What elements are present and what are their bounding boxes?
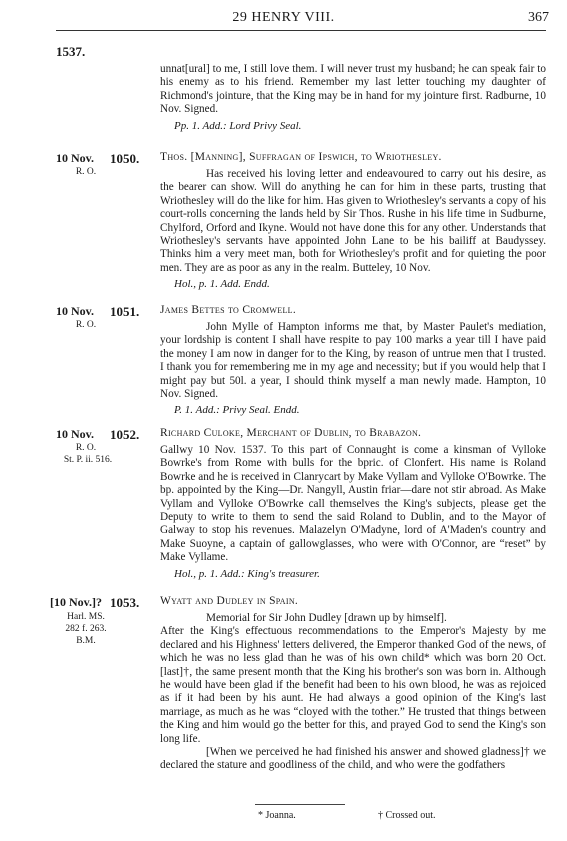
entry-date: [10 Nov.]? [50,595,102,609]
entry-body-continued: [When we perceived he had finished his answer and showed gladness]† we declared the stature and goodliness of the child, and who were the godfathers [160,746,546,772]
continuation-text: unnat[ural] to me, I still love them. I will never trust my husband; he can speak fair to his enemy as to his friend. Remember my last letter touching my daughter of Richmond's jointure, that the King may be in hand for my jointure first. Radburne, 10 Nov. Signed. [160,63,546,116]
running-head: 29 HENRY VIII. [232,10,335,25]
entry-subtitle: Memorial for Sir John Dudley [drawn up by himself]. [206,612,447,624]
archive-ref: 282 f. 263. [65,624,107,634]
archive-ref: R. O. [75,167,97,177]
archive-ref: St. P. ii. 516. [63,455,113,465]
entry-1053 [50,595,546,773]
entry-heading [56,151,546,168]
entry-1050 [56,151,546,290]
entry-heading [50,595,546,612]
entry-number: 1051. [110,304,140,319]
continuation-block [56,63,546,132]
archive-ref: R. O. [75,443,97,453]
entry-date: 10 Nov. [56,151,95,165]
continuation-meta: Pp. 1. Add.: Lord Privy Seal. [174,119,302,132]
entry-body: After the King's effectuous recommendations to the Emperor's Majesty by me declared and his Highness' letters delivered, the Emperor thanked God of the news, of which he was no less glad than he was of his own child* which was born 20 Oct. [last]†, the same present month that the King his brother's son was born in. Although he would have been glad if the benefit had been to his own blood, he was as rejoiced as if it had been by his aunt. He had always a good opinion of the King's last marriage, as much as he was “cloyed with the tother.” He trusted that things between the King and him would go the better for this, and prayed God to send the King's son long life. [160,625,546,745]
entry-title: Wyatt and Dudley in Spain. [160,595,299,607]
entry-body: Gallwy 10 Nov. 1537. To this part of Connaught is come a kinsman of Vylloke Bowrke's from Rome with bulls for the bpric. of Clonfert. His name is Roland Bowrke and he is received in Clanrycart by Make Vyllam and Vylloke O'Bowrke. The bp. appointed by the King—Dr. Nangyll, Austin friar—dare not stir abroad. As Make Vyllam and Vylloke O'Bowrke call themselves the King's subjects, please get the Deputy to write to them to send the said Roland to Dublin, and to the Mayor of Galway to stop his revenues. Malazelyn O'Madyne, lord of A'Maden's country and Make Suoyne, a captain of gallowglasses, who were with O'Connor, are “reset” by Make Vyllame. [160,444,546,564]
entry-meta: Hol., p. 1. Add.: King's treasurer. [174,567,320,580]
entry-number: 1050. [110,151,140,166]
entry-body: John Mylle of Hampton informs me that, by Master Paulet's mediation, your lordship is content I shall have respite to pay 100 marks a year till I have paid the money I am now in danger for to the King, by reason of untrue men that I trusted. I thank you for remembering me in my age and necessity; but if you would help that I might pay but 50l. a year, I should think myself a man newly made. Hampton, 10 Nov. Signed. [160,321,546,401]
footnote: † Crossed out. [378,810,436,821]
archive-ref: R. O. [75,320,97,330]
entry-heading [56,304,546,321]
footnote: * Joanna. [258,810,296,821]
archive-ref: B.M. [76,636,96,646]
entry-meta: P. 1. Add.: Privy Seal. Endd. [174,404,300,417]
header-rule [56,30,546,31]
year-label: 1537. [56,44,86,59]
entry-meta: Hol., p. 1. Add. Endd. [174,278,270,291]
entry-title: Richard Culoke, Merchant of Dublin, to Brabazon. [160,427,422,439]
entry-date: 10 Nov. [56,427,95,441]
entry-number: 1052. [110,427,140,442]
entry-date: 10 Nov. [56,304,95,318]
entry-title: James Bettes to Cromwell. [160,304,296,316]
entry-title: Thos. [Manning], Suffragan of Ipswich, to Wriothesley. [160,151,442,163]
entry-1051 [56,304,546,416]
page-number: 367 [528,10,549,25]
footnote-rule [255,804,345,805]
entry-body: Has received his loving letter and endeavoured to carry out his desire, as the bearer can show. Will do anything he can for him in these parts, trusting that Wriothesley will do the like for him. Has given to Wriothesley's servants a copy of his court-rolls concerning the lands held by Sir Thos. Rushe in his life time in Sudburne, Chylford, Orford and Ikyne. Would not have done this for any other. Understands that Wriothesley's servants have appointed John Lane to be his bailiff at Baudyssey. Thinks him a very meet man, both for Wriothesley's profit and for quieting the poor men. They are as poor as any in the realm. Butteley, 10 Nov. [160,168,546,274]
entry-number: 1053. [110,595,140,610]
entry-1052 [56,427,546,580]
archive-ref: Harl. MS. [67,612,105,622]
entry-heading [56,427,546,444]
